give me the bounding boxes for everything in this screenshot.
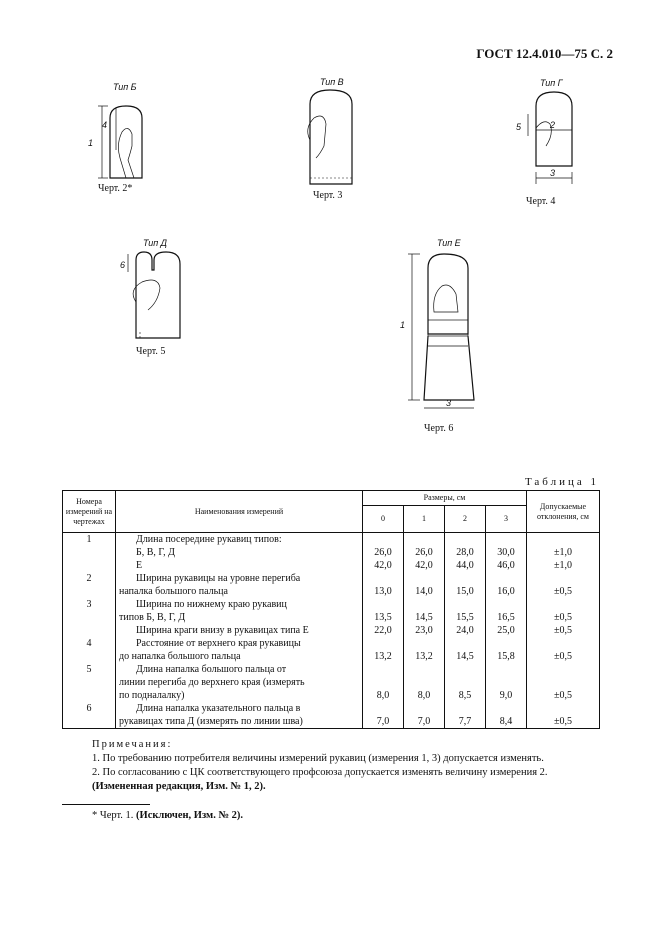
header-name: Наименования измерений	[116, 491, 363, 533]
size-value-3: 46,0	[486, 559, 527, 572]
fig3-caption: Черт. 3	[313, 190, 343, 201]
measurement-name: рукавицах типа Д (измерять по линии шва)	[116, 715, 363, 729]
size-value-0: 13,0	[363, 585, 404, 598]
size-value-0: 22,0	[363, 624, 404, 637]
note-item: 1. По требованию потребителя величины измерений рукавиц (измерения 1, 3) допускается изменять.	[92, 753, 544, 764]
measurement-name: Е	[116, 559, 363, 572]
notes-block	[92, 738, 598, 794]
size-value-0	[363, 676, 404, 689]
tolerance-value	[527, 637, 600, 650]
measurement-name: по подналалку)	[116, 689, 363, 702]
footnote-bold: (Исключен, Изм. № 2).	[136, 810, 243, 821]
measurement-number: 4	[63, 637, 116, 650]
size-value-3	[486, 702, 527, 715]
size-value-1: 13,2	[404, 650, 445, 663]
header-tolerance: Допускаемые отклонения, см	[527, 491, 600, 533]
size-value-1: 42,0	[404, 559, 445, 572]
fig6-dim-3: 3	[446, 398, 452, 408]
size-value-1: 14,0	[404, 585, 445, 598]
table-row	[63, 598, 600, 611]
size-value-3	[486, 533, 527, 547]
size-value-2: 15,0	[445, 585, 486, 598]
tolerance-value	[527, 533, 600, 547]
size-value-2: 24,0	[445, 624, 486, 637]
size-value-3: 16,5	[486, 611, 527, 624]
size-value-3	[486, 676, 527, 689]
tolerance-value	[527, 676, 600, 689]
size-value-1	[404, 663, 445, 676]
measurement-number: 5	[63, 663, 116, 676]
fig6-mitten-drawing	[398, 250, 498, 418]
size-value-3: 25,0	[486, 624, 527, 637]
fig2-caption: Черт. 2*	[98, 183, 133, 194]
tolerance-value: ±1,0	[527, 546, 600, 559]
fig6-caption: Черт. 6	[424, 423, 454, 434]
tolerance-value: ±0,5	[527, 689, 600, 702]
fig5-mitten-drawing	[118, 250, 188, 342]
size-value-0	[363, 702, 404, 715]
table-row	[63, 702, 600, 715]
tolerance-value: ±0,5	[527, 611, 600, 624]
table-row	[63, 546, 600, 559]
measurement-number: 3	[63, 598, 116, 611]
fig2-dim-1: 1	[88, 138, 94, 148]
measurement-name: Длина напалка большого пальца от	[116, 663, 363, 676]
fig2-dim-4: 4	[102, 120, 108, 130]
tolerance-value: ±0,5	[527, 715, 600, 729]
measurement-name: типов Б, В, Г, Д	[116, 611, 363, 624]
measurement-number	[63, 624, 116, 637]
fig5-dim-6: 6	[120, 260, 126, 270]
table-row	[63, 585, 600, 598]
fig2-type-label: Тип Б	[113, 82, 137, 92]
measurements-table	[62, 490, 600, 729]
size-value-0: 13,2	[363, 650, 404, 663]
fig4-dim-2: 2	[550, 120, 556, 130]
size-value-2	[445, 676, 486, 689]
size-value-3: 30,0	[486, 546, 527, 559]
fig2-mitten-drawing	[82, 98, 162, 182]
tolerance-value	[527, 598, 600, 611]
measurement-name: Ширина рукавицы на уровне перегиба	[116, 572, 363, 585]
size-value-2: 14,5	[445, 650, 486, 663]
table-row	[63, 689, 600, 702]
measurement-number	[63, 676, 116, 689]
size-value-2	[445, 533, 486, 547]
measurement-number	[63, 715, 116, 729]
fig3-type-label: Тип В	[320, 77, 344, 87]
size-value-1	[404, 637, 445, 650]
header-number: Номера измерений на чертежах	[63, 491, 116, 533]
size-value-2	[445, 598, 486, 611]
size-value-3	[486, 572, 527, 585]
size-value-0	[363, 663, 404, 676]
header-sizes: Размеры, см	[363, 491, 527, 506]
fig6-dim-1: 1	[400, 320, 406, 330]
size-value-1: 7,0	[404, 715, 445, 729]
fig4-mitten-drawing	[510, 90, 590, 190]
size-value-1: 8,0	[404, 689, 445, 702]
table-caption: Таблица 1	[524, 476, 599, 488]
measurement-name: напалка большого пальца	[116, 585, 363, 598]
fig5-type-label: Тип Д	[143, 238, 167, 248]
size-value-3: 8,4	[486, 715, 527, 729]
table-row	[63, 676, 600, 689]
size-value-0: 26,0	[363, 546, 404, 559]
size-value-2: 8,5	[445, 689, 486, 702]
measurement-name: Расстояние от верхнего края рукавицы	[116, 637, 363, 650]
size-value-2	[445, 702, 486, 715]
size-value-2: 28,0	[445, 546, 486, 559]
table-row	[63, 533, 600, 547]
size-value-1: 14,5	[404, 611, 445, 624]
measurement-number: 1	[63, 533, 116, 547]
table-row	[63, 663, 600, 676]
measurement-name: Ширина по нижнему краю рукавиц	[116, 598, 363, 611]
header-size-2: 2	[445, 506, 486, 533]
size-value-0: 8,0	[363, 689, 404, 702]
size-value-1	[404, 598, 445, 611]
table-row	[63, 611, 600, 624]
fig6-type-label: Тип Е	[437, 238, 461, 248]
measurement-number	[63, 611, 116, 624]
note-item: 2. По согласованию с ЦК соответствующего профсоюза допускается изменять величину измерения 2.	[92, 767, 548, 778]
size-value-1	[404, 572, 445, 585]
measurement-number	[63, 559, 116, 572]
measurement-number	[63, 585, 116, 598]
tolerance-value	[527, 663, 600, 676]
measurement-name: Ширина краги внизу в рукавицах типа Е	[116, 624, 363, 637]
size-value-2	[445, 663, 486, 676]
size-value-1	[404, 676, 445, 689]
fig4-dim-3: 3	[550, 168, 556, 178]
tolerance-value: ±1,0	[527, 559, 600, 572]
size-value-1: 23,0	[404, 624, 445, 637]
size-value-3	[486, 637, 527, 650]
measurement-number: 2	[63, 572, 116, 585]
footnote-divider	[62, 804, 150, 805]
measurement-name: до напалка большого пальца	[116, 650, 363, 663]
size-value-3	[486, 663, 527, 676]
size-value-0	[363, 533, 404, 547]
size-value-2: 15,5	[445, 611, 486, 624]
size-value-2: 44,0	[445, 559, 486, 572]
measurement-name: линии перегиба до верхнего края (измерять	[116, 676, 363, 689]
tolerance-value: ±0,5	[527, 585, 600, 598]
footnote	[92, 810, 243, 821]
table-row	[63, 650, 600, 663]
size-value-3: 16,0	[486, 585, 527, 598]
size-value-0: 7,0	[363, 715, 404, 729]
size-value-0	[363, 598, 404, 611]
measurement-number: 6	[63, 702, 116, 715]
fig4-dim-5: 5	[516, 122, 522, 132]
tolerance-value: ±0,5	[527, 624, 600, 637]
document-header: ГОСТ 12.4.010—75 С. 2	[476, 46, 613, 61]
size-value-3: 9,0	[486, 689, 527, 702]
tolerance-value	[527, 702, 600, 715]
measurement-number	[63, 546, 116, 559]
header-size-0: 0	[363, 506, 404, 533]
tolerance-value	[527, 572, 600, 585]
size-value-0: 42,0	[363, 559, 404, 572]
measurement-name: Длина напалка указательного пальца в	[116, 702, 363, 715]
measurement-number	[63, 689, 116, 702]
header-size-1: 1	[404, 506, 445, 533]
measurement-name: Длина посередине рукавиц типов:	[116, 533, 363, 547]
size-value-2	[445, 637, 486, 650]
measurement-number	[63, 650, 116, 663]
size-value-0	[363, 637, 404, 650]
table-row	[63, 572, 600, 585]
fig3-mitten-drawing	[300, 88, 360, 188]
tolerance-value: ±0,5	[527, 650, 600, 663]
header-size-3: 3	[486, 506, 527, 533]
fig4-caption: Черт. 4	[526, 196, 556, 207]
size-value-2: 7,7	[445, 715, 486, 729]
edition-note: (Измененная редакция, Изм. № 1, 2).	[92, 781, 266, 792]
size-value-2	[445, 572, 486, 585]
measurement-name: Б, В, Г, Д	[116, 546, 363, 559]
size-value-1	[404, 702, 445, 715]
footnote-text: * Черт. 1.	[92, 810, 134, 821]
table-row	[63, 559, 600, 572]
table-row	[63, 637, 600, 650]
fig5-caption: Черт. 5	[136, 346, 166, 357]
table-row	[63, 715, 600, 729]
size-value-0	[363, 572, 404, 585]
size-value-3: 15,8	[486, 650, 527, 663]
size-value-0: 13,5	[363, 611, 404, 624]
table-row	[63, 624, 600, 637]
fig4-type-label: Тип Г	[540, 78, 563, 88]
notes-title: Примечания:	[92, 739, 173, 750]
size-value-1: 26,0	[404, 546, 445, 559]
size-value-3	[486, 598, 527, 611]
size-value-1	[404, 533, 445, 547]
